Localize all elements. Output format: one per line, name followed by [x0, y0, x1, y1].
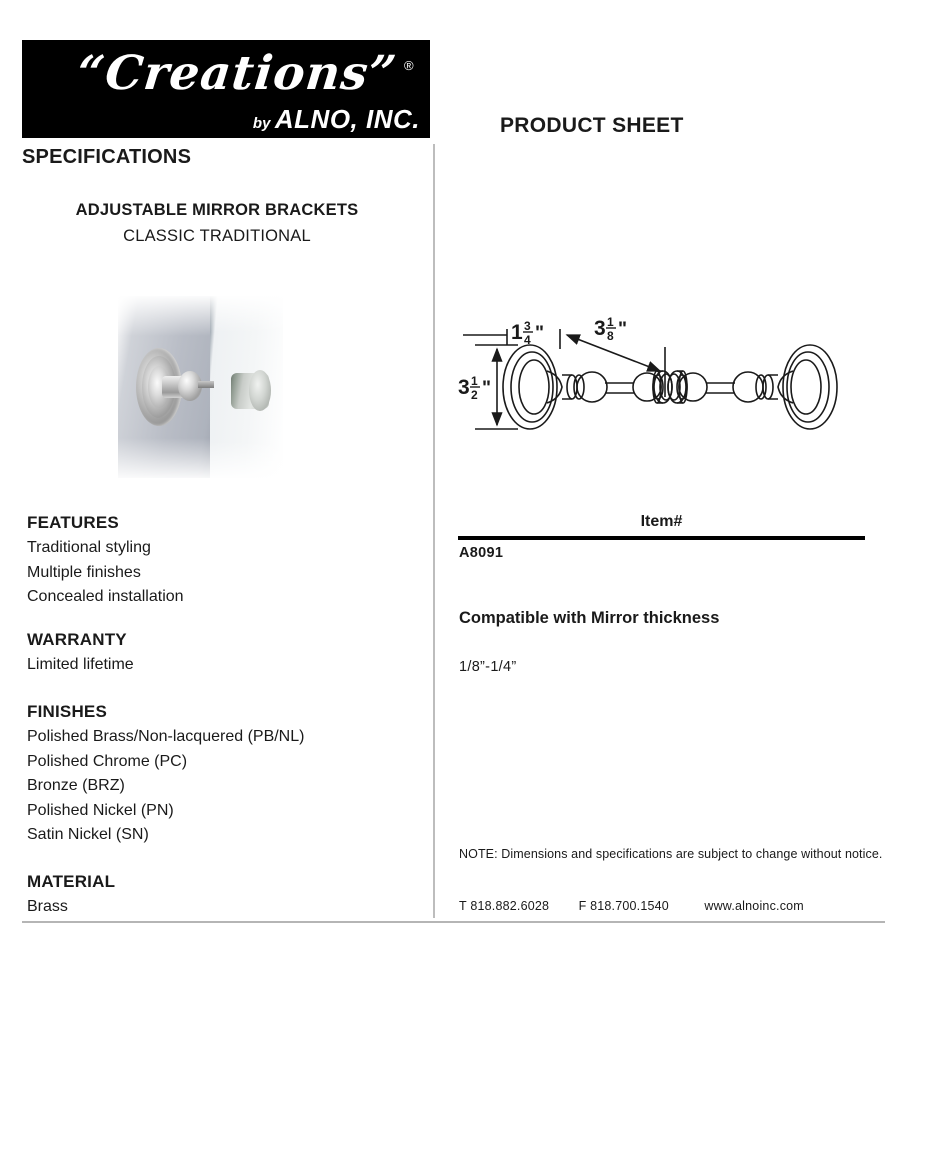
dim-width-denominator: 4	[524, 333, 531, 347]
features-item: Multiple finishes	[27, 563, 141, 581]
material-item: Brass	[27, 898, 68, 915]
product-photo	[118, 296, 283, 478]
brand-by-label: by	[252, 115, 271, 132]
column-divider	[433, 144, 435, 918]
dim-height-unit: "	[482, 378, 492, 399]
warranty-heading: WARRANTY	[27, 630, 127, 649]
dimension-height-label	[458, 374, 491, 402]
dim-proj-unit: "	[618, 319, 628, 340]
photo-bracket-pin	[198, 381, 214, 388]
dim-height-whole: 3	[458, 376, 470, 399]
item-table-header: Item#	[640, 513, 683, 530]
dim-proj-denominator: 8	[607, 329, 614, 343]
features-item: Concealed installation	[27, 588, 184, 605]
footer-contact	[459, 899, 804, 913]
product-name: ADJUSTABLE MIRROR BRACKETS	[75, 201, 359, 219]
dim-height-denominator: 2	[471, 388, 478, 402]
item-table-rule	[458, 536, 865, 540]
fax-label: F	[578, 899, 587, 913]
finishes-section	[27, 701, 304, 848]
dimension-projection-label	[594, 315, 627, 343]
brand-company-line	[172, 104, 420, 135]
registered-trademark-icon: ®	[404, 58, 414, 73]
technical-drawing	[455, 305, 885, 450]
product-series: CLASSIC TRADITIONAL	[123, 227, 311, 245]
brand-company-name: ALNO, INC.	[274, 104, 420, 134]
fax-number: 818.700.1540	[590, 899, 669, 913]
dim-proj-numerator: 1	[607, 315, 614, 329]
phone-label: T	[459, 899, 467, 913]
warranty-section	[27, 629, 134, 678]
finishes-item: Satin Nickel (SN)	[27, 826, 149, 843]
footer-note: NOTE: Dimensions and specifications are subject to change without notice.	[459, 847, 883, 861]
finishes-heading: FINISHES	[27, 702, 108, 721]
finishes-item: Polished Brass/Non-lacquered (PB/NL)	[27, 728, 305, 745]
website-link[interactable]: www.alnoinc.com	[704, 899, 804, 913]
dim-proj-whole: 3	[594, 317, 606, 340]
dim-height-numerator: 1	[471, 374, 478, 388]
brand-logo	[22, 40, 430, 138]
phone-number: 818.882.6028	[470, 899, 550, 913]
table-row: A8091	[459, 545, 504, 561]
dim-width-unit: "	[535, 323, 545, 344]
finishes-item: Polished Chrome (PC)	[27, 752, 188, 770]
features-section	[27, 512, 184, 610]
compatibility-value: 1/8”-1/4”	[459, 659, 517, 675]
dim-width-numerator: 3	[524, 319, 531, 333]
features-heading: FEATURES	[27, 513, 119, 532]
page-title: PRODUCT SHEET	[500, 114, 684, 137]
material-section	[27, 871, 115, 920]
dim-width-whole: 1	[511, 321, 523, 344]
footer-rule	[22, 921, 885, 923]
material-heading: MATERIAL	[27, 872, 116, 891]
finishes-item: Bronze (BRZ)	[27, 777, 125, 794]
brand-script-text: “Creations”	[74, 46, 400, 101]
warranty-item: Limited lifetime	[27, 656, 134, 673]
finishes-item: Polished Nickel (PN)	[27, 801, 174, 819]
specifications-heading: SPECIFICATIONS	[22, 146, 192, 168]
dimension-width-label	[511, 319, 544, 347]
features-item: Traditional styling	[27, 539, 151, 556]
compatibility-heading: Compatible with Mirror thickness	[459, 609, 720, 627]
photo-glass-cap-face	[249, 370, 271, 411]
